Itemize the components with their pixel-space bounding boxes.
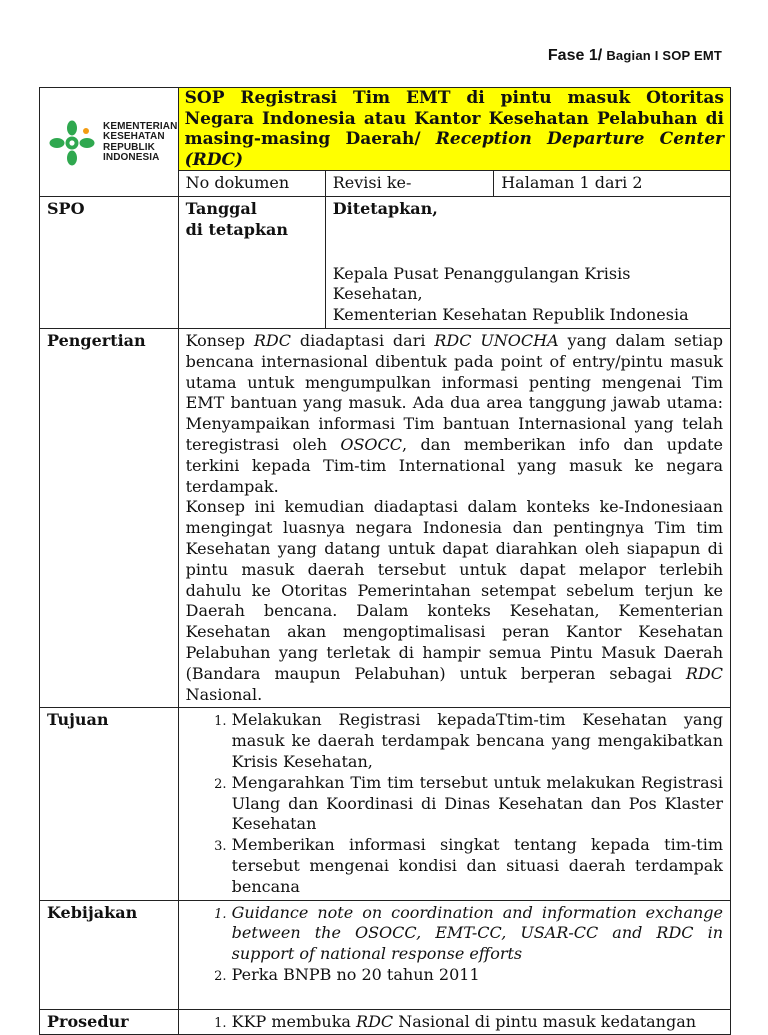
list-item: 1. Melakukan Registrasi kepadaTtim-tim Kesehatan yang masuk ke daerah terdampak bencana yang mengakibatkan Krisis Kesehatan, xyxy=(231,710,723,772)
definition-text xyxy=(178,328,730,707)
revision-cell: Revisi ke- xyxy=(325,171,493,197)
procedure-list-cell xyxy=(178,1009,730,1035)
procedure-label: Prosedur xyxy=(40,1009,179,1035)
list-item: 3. Memberikan informasi singkat tentang kepada tim-tim tersebut mengenai kondisi dan situasi daerah terdampak bencana xyxy=(231,835,723,897)
definition-paragraph-2: Konsep ini kemudian diadaptasi dalam konteks ke-Indonesiaan mengingat luasnya negara Indonesia dan pentingnya Tim tim Kesehatan yang datang untuk dapat diarahkan oleh siapapun di pintu masuk daerah tersebut untuk dapat melapor terlebih dahulu ke Otoritas Pemerintahan setempat sebelum terjun ke Daerah bencana. Dalam konteks Kesehatan, Kementerian Kesehatan akan mengoptimalisasi peran Kantor Kesehatan Pelabuhan yang terletak di hampir semua Pintu Masuk Daerah (Bandara maupun Pelabuhan) untuk berperan sebagai RDC Nasional. xyxy=(185,497,723,704)
approved-label: Ditetapkan, xyxy=(332,198,438,218)
page-header xyxy=(548,47,722,65)
sop-table xyxy=(39,87,731,1035)
definition-label: Pengertian xyxy=(40,328,179,707)
objective-label: Tujuan xyxy=(40,708,179,900)
approval-cell xyxy=(325,196,730,328)
list-item: 1. KKP membuka RDC Nasional di pintu masuk kedatangan xyxy=(231,1012,723,1032)
definition-paragraph-1: Konsep RDC diadaptasi dari RDC UNOCHA yang dalam setiap bencana internasional dibentuk pada point of entry/pintu masuk utama untuk mengumpulkan informasi penting mengenai Tim EMT bantuan yang masuk. Ada dua area tanggung jawab utama: Menyampaikan informasi Tim bantuan Internasional yang telah teregistrasi oleh OSOCC, dan memberikan info dan update terkini kepada Tim-tim International yang masuk ke negara terdampak. xyxy=(185,330,724,496)
ministry-emblem-icon xyxy=(48,119,96,167)
logo-wordmark: KEMENTERIAN KESEHATAN REPUBLIK INDONESIA xyxy=(103,120,178,164)
list-item: 2. Perka BNPB no 20 tahun 2011 xyxy=(231,965,723,986)
date-set-cell: Tanggal di tetapkan xyxy=(178,196,325,328)
doc-number-cell: No dokumen xyxy=(178,171,325,197)
signer-title: Kepala Pusat Penanggulangan Krisis Kesehatan, Kementerian Kesehatan Republik Indonesia xyxy=(332,263,689,325)
page-info-cell: Halaman 1 dari 2 xyxy=(494,171,731,197)
list-item: 2. Mengarahkan Tim tim tersebut untuk melakukan Registrasi Ulang dan Koordinasi di Dinas Kesehatan dan Pos Klaster Kesehatan xyxy=(231,773,723,835)
section-label: Bagian I SOP EMT xyxy=(606,48,722,63)
ministry-logo xyxy=(40,117,178,167)
objective-list-cell xyxy=(178,708,730,900)
policy-list xyxy=(186,903,723,986)
list-item: 1. Guidance note on coordination and information exchange between the OSOCC, EMT-CC, USAR-CC and RDC in support of national response efforts xyxy=(231,903,723,965)
spo-label: SPO xyxy=(40,196,179,328)
objective-list xyxy=(186,710,723,897)
phase-label: Fase 1/ xyxy=(547,47,603,64)
policy-list-cell xyxy=(178,900,730,1009)
logo-cell xyxy=(40,88,179,197)
procedure-list xyxy=(186,1012,723,1032)
title-cell xyxy=(178,88,730,171)
policy-label: Kebijakan xyxy=(40,900,179,1009)
document-title: SOP Registrasi Tim EMT di pintu masuk Otoritas Negara Indonesia atau Kantor Kesehatan Pelabuhan di masing-masing Daerah/ Reception Departure Center (RDC) xyxy=(184,88,724,170)
